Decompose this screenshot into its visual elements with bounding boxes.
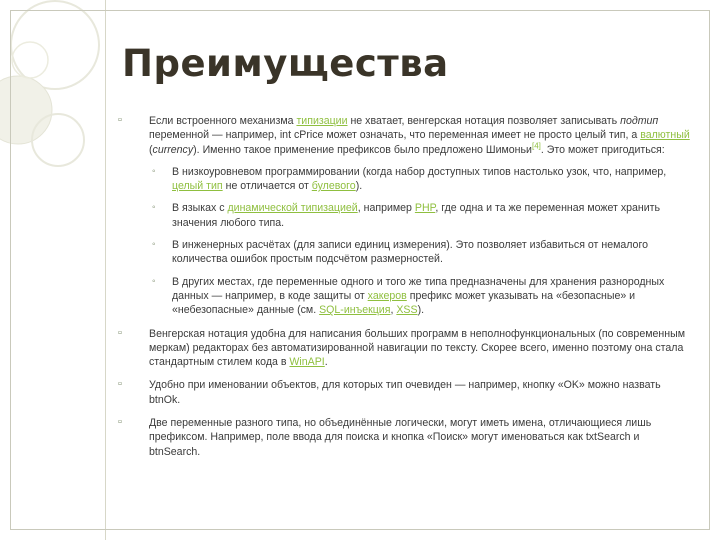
bullet-text: ). — [417, 304, 425, 317]
sub-bullet-item — [149, 201, 692, 230]
link-xss[interactable]: XSS — [396, 304, 418, 317]
sub-bullet-list — [149, 165, 692, 318]
link-typing[interactable]: типизации — [296, 115, 348, 127]
italic-term: подтип — [620, 115, 659, 127]
link-dynamic-typing[interactable]: динамической типизацией — [227, 202, 358, 215]
link-php[interactable]: PHP — [414, 202, 436, 215]
bullet-text: В языках с — [172, 202, 228, 215]
bullet-list — [118, 114, 692, 459]
bullet-text: ). Именно такое применение префиксов было предложено Шимоньи — [193, 143, 532, 156]
bullet-text: , например — [357, 202, 415, 215]
bullet-text: В других местах, где переменные одного и того же типа предназначены для хранения разнородных данных — например, в коде защиты от — [172, 275, 665, 302]
bullet-text: не хватает, венгерская нотация позволяет записывать — [347, 115, 621, 127]
bullet-text: ( — [149, 143, 153, 156]
bullet-text: не отличается от — [222, 180, 312, 193]
slide-title: Преимущества — [122, 42, 449, 85]
bullet-item — [118, 378, 692, 407]
slide-content — [118, 114, 692, 468]
sub-bullet-item — [149, 165, 692, 194]
link-currency[interactable]: валютный — [640, 129, 690, 142]
bullet-text: . — [324, 356, 328, 369]
bullet-text: , — [390, 304, 397, 317]
footnote-link[interactable]: [4] — [531, 141, 541, 151]
bullet-text: Венгерская нотация удобна для написания больших программ в неполнофункциональных (по современным меркам) редакторах без автоматизированной навигации по тексту. Скорее всего, именно поэтому она стала стандартным стилем кода в — [149, 327, 685, 369]
bullet-text: , где одна и та же переменная может хранить значения любого типа. — [172, 202, 661, 229]
italic-term: currency — [152, 143, 194, 156]
bullet-text: Две переменные разного типа, но объединённые логически, могут иметь имена, отличающиеся лишь префиксом. Например, поле ввода для поиска и кнопка «Поиск» могут именоваться как txtSearch и btnSearch. — [149, 417, 652, 458]
bullet-text: . Это может пригодиться: — [540, 143, 665, 156]
bullet-text: ). — [355, 180, 363, 193]
sub-bullet-item — [149, 238, 692, 267]
sub-bullet-item — [149, 275, 692, 318]
bullet-text: префикс может указывать на «безопасные» и «небезопасные» данные (см. — [172, 289, 636, 317]
bullet-text: Удобно при именовании объектов, для которых тип очевиден — например, кнопку «OK» можно назвать btnOk. — [149, 379, 661, 406]
link-winapi[interactable]: WinAPI — [289, 356, 325, 369]
link-integer-type[interactable]: целый тип — [172, 180, 223, 193]
bullet-text: В инженерных расчётах (для записи единиц измерения). Это позволяет избавиться от немалого количества ошибок простым подсчётом размерностей. — [172, 239, 648, 266]
bullet-item — [118, 114, 692, 318]
bullet-item — [118, 327, 692, 370]
link-hackers[interactable]: хакеров — [367, 289, 407, 302]
bullet-text: переменной — например, int cPrice может означать, что переменная имеет не просто целый тип, а — [149, 129, 641, 142]
bullet-text: Если встроенного механизма — [149, 115, 297, 127]
link-sql-injection[interactable]: SQL-инъекция — [319, 304, 391, 317]
bullet-item — [118, 416, 692, 459]
bullet-text: В низкоуровневом программировании (когда набор доступных типов настолько узок, что, например, — [172, 165, 667, 178]
link-boolean[interactable]: булевого — [311, 180, 356, 193]
